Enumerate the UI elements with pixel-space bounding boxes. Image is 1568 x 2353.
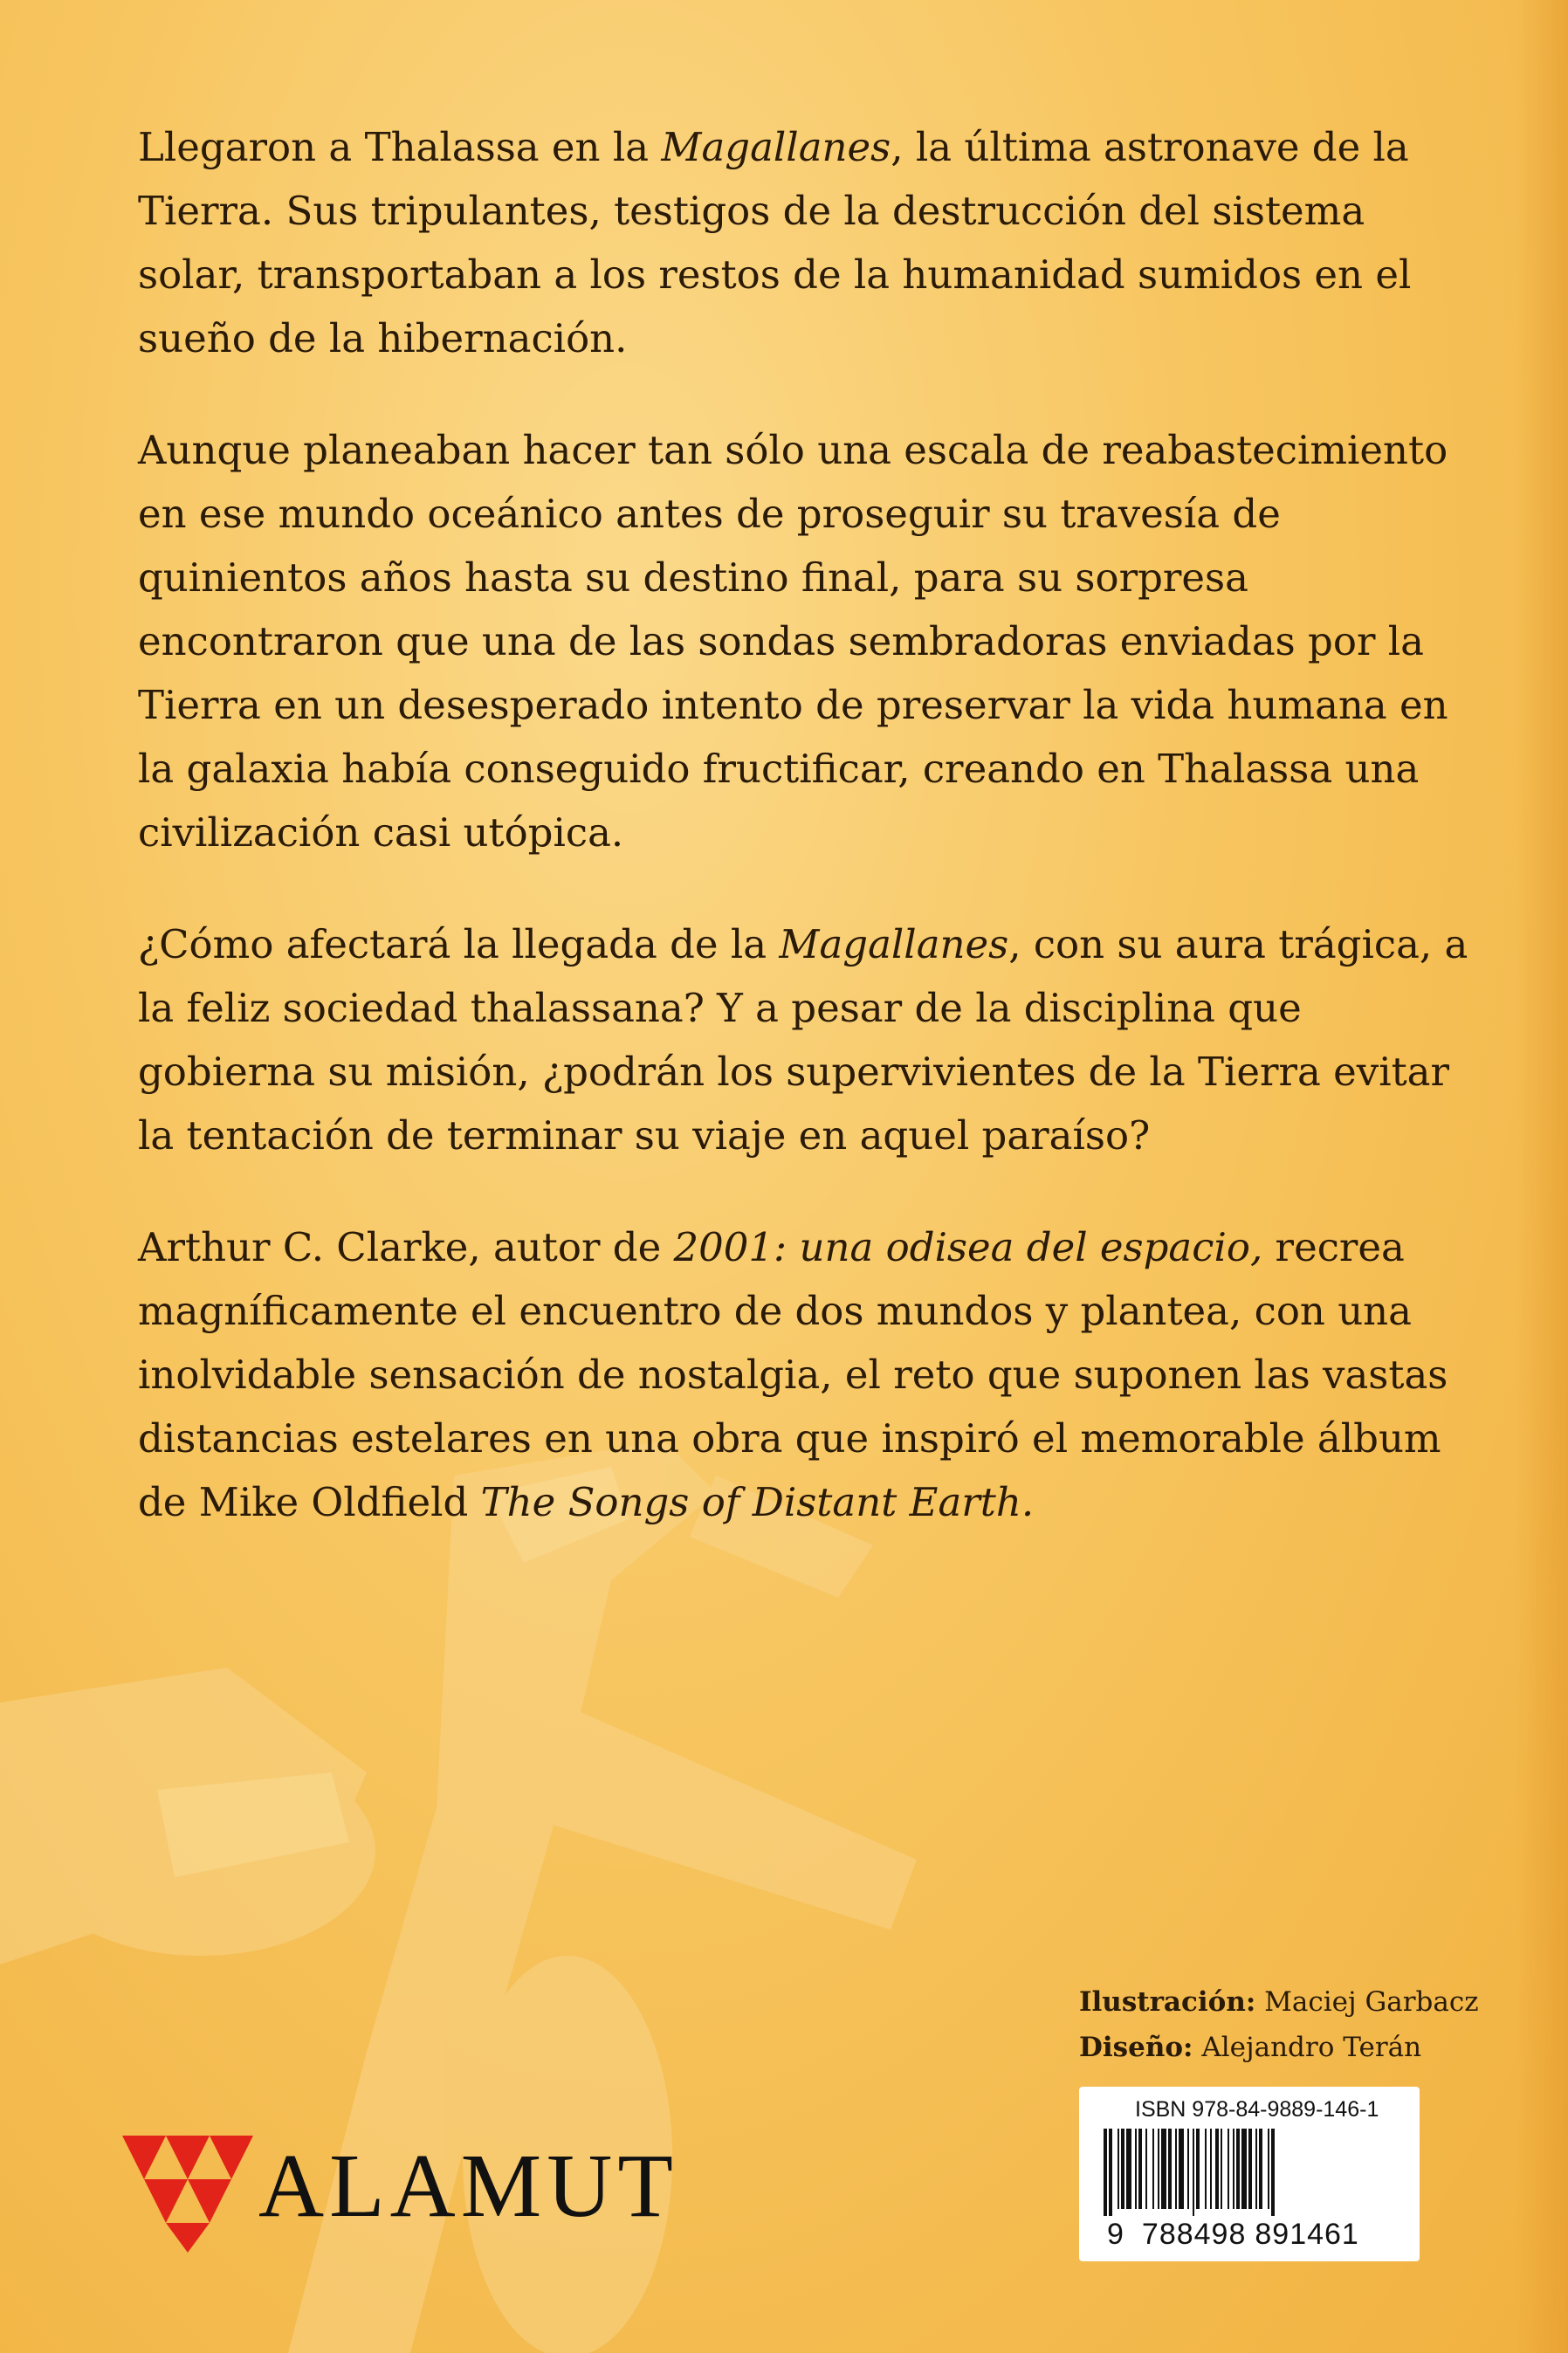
synopsis-paragraph-1 [138, 115, 1474, 370]
design-credit [1079, 2025, 1479, 2070]
barcode-bar [1126, 2129, 1131, 2209]
barcode-bar [1193, 2129, 1194, 2216]
barcode-bar [1233, 2129, 1234, 2209]
barcode-bar [1158, 2129, 1159, 2209]
barcode-bar [1161, 2129, 1166, 2209]
barcode-bar [1104, 2129, 1107, 2216]
synopsis-paragraph-2: Aunque planeaban hacer tan sólo una escala de reabastecimiento en ese mundo oceánico antes de proseguir su travesía de quinientos años hasta su destino final, para su sorpresa encontraron que una de las sondas sembradoras enviadas por la Tierra en un desesperado intento de preservar la vida humana en la galaxia había conseguido fructificar, creando en Thalassa una civilización casi utópica. [138, 427, 1448, 856]
barcode-bar [1196, 2129, 1200, 2209]
synopsis-paragraph-3 [138, 912, 1474, 1167]
barcode-bar [1179, 2129, 1184, 2209]
credit-label: Ilustración: [1079, 1986, 1256, 2018]
barcode-bar [1118, 2129, 1119, 2209]
barcode-bar [1221, 2129, 1222, 2209]
paragraph-text: recrea magníficamente el encuentro de dos mundos y plantea, con una inolvidable sensación de nostalgia, el reto que suponen las vastas distancias estelares en una obra que inspiró el memorable álbum de Mike Oldfield [138, 1224, 1448, 1525]
barcode-bar [1248, 2129, 1252, 2209]
barcode-bar [1255, 2129, 1257, 2209]
album-title-reference: The Songs of Distant Earth. [480, 1479, 1035, 1525]
credit-name: Alejandro Terán [1193, 2032, 1422, 2063]
barcode-bar [1210, 2129, 1212, 2209]
publisher-name: ALAMUT [258, 2136, 678, 2236]
barcode-bar [1135, 2129, 1137, 2209]
paragraph-text: Llegaron a Thalassa en la [138, 124, 662, 170]
barcode-bar [1236, 2129, 1240, 2209]
credit-name: Maciej Garbacz [1255, 1986, 1479, 2018]
barcode-bar [1109, 2129, 1112, 2216]
synopsis-text [138, 115, 1474, 1582]
barcode-bar [1175, 2129, 1177, 2209]
triangle-logo-icon [122, 2130, 253, 2253]
credits [1079, 1979, 1479, 2070]
isbn-digit-group: 788498 [1141, 2218, 1247, 2251]
barcode-bar [1187, 2129, 1189, 2209]
illustration-credit [1079, 1979, 1479, 2025]
isbn-label: ISBN 978-84-9889-146-1 [1135, 2097, 1379, 2122]
credit-label: Diseño: [1079, 2032, 1193, 2063]
ship-name: Magallanes [779, 921, 1009, 967]
book-title-reference: 2001: una odisea del espacio, [673, 1224, 1263, 1270]
barcode-bar [1152, 2129, 1154, 2209]
paragraph-text: Arthur C. Clarke, autor de [138, 1224, 674, 1270]
barcode-bar [1271, 2129, 1275, 2216]
barcode [1104, 2129, 1397, 2216]
paragraph-text: , la última astronave de la Tierra. Sus tripulantes, testigos de la destrucción del sistema solar, transportaban a los restos de la humanidad sumidos en el sueño de la hibernación. [138, 124, 1412, 361]
barcode-bar [1228, 2129, 1229, 2209]
barcode-bar [1138, 2129, 1142, 2209]
barcode-bar [1205, 2129, 1207, 2209]
barcode-bar [1259, 2129, 1262, 2209]
barcode-bar [1241, 2129, 1247, 2209]
barcode-bar [1121, 2129, 1124, 2209]
ship-name: Magallanes [661, 124, 891, 170]
publisher-logo [122, 2130, 678, 2261]
isbn-barcode-block [1079, 2087, 1420, 2261]
barcode-bar [1145, 2129, 1147, 2209]
paragraph-text: ¿Cómo afectará la llegada de la [138, 921, 780, 967]
barcode-bar [1215, 2129, 1219, 2209]
barcode-bar [1268, 2129, 1269, 2209]
isbn-digits [1107, 2218, 1386, 2252]
isbn-digit-lead: 9 [1107, 2218, 1124, 2251]
barcode-bar [1168, 2129, 1172, 2209]
isbn-digit-group: 891461 [1255, 2218, 1359, 2251]
paragraph-text: , con su aura trágica, a la feliz sociedad thalassana? Y a pesar de la disciplina que gobierna su misión, ¿podrán los supervivientes de la Tierra evitar la tentación de terminar su viaje en aquel paraíso? [138, 921, 1468, 1159]
synopsis-paragraph-4 [138, 1215, 1474, 1534]
